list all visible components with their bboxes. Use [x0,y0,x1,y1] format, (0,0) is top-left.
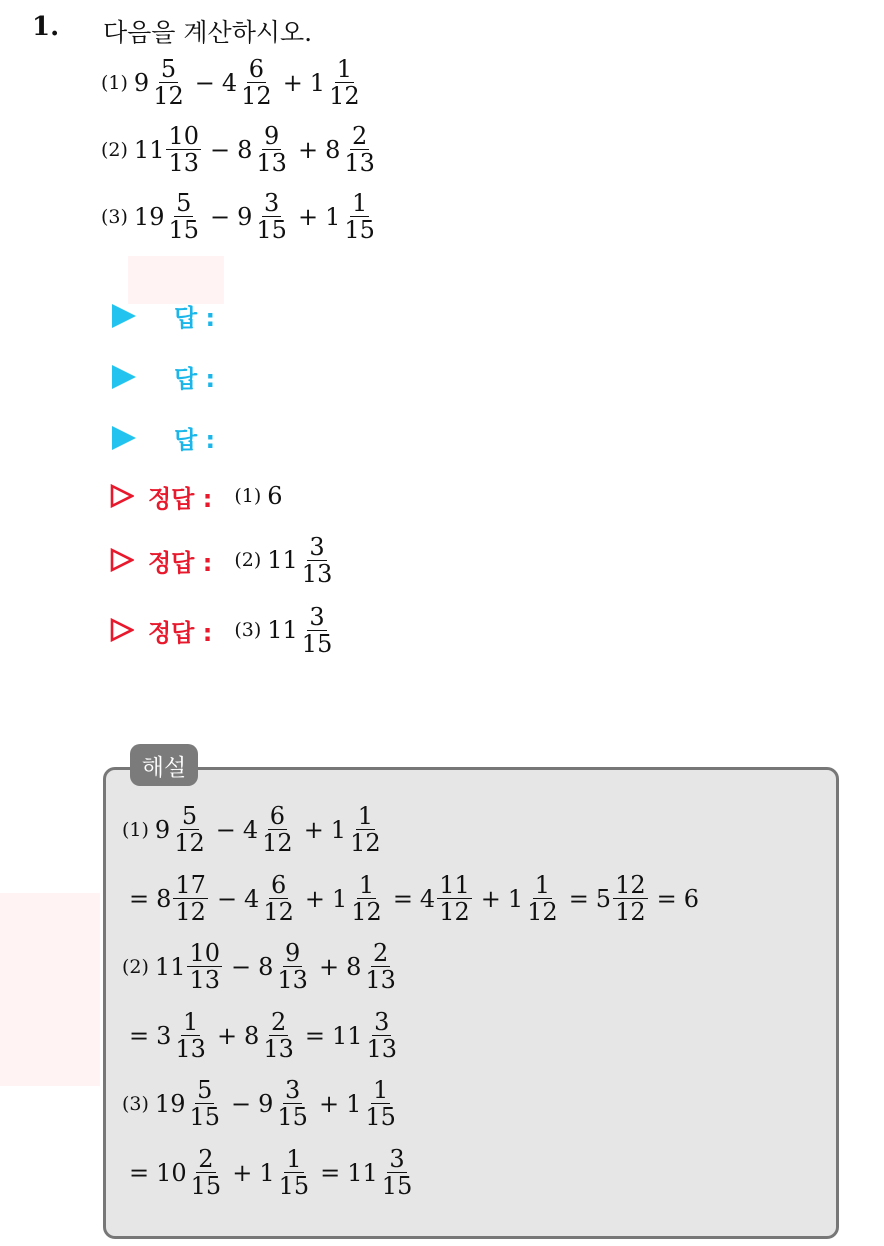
numerator: 1 [358,871,375,899]
numerator: 1 [534,871,551,899]
fraction [349,872,384,925]
answer-pointer-icon [112,365,136,389]
answer-key-pointer-icon [110,484,134,508]
operator: − [210,135,231,164]
numerator: 1 [351,189,368,217]
denominator: 13 [277,966,308,994]
denominator: 13 [344,149,375,177]
whole-number: 11 [347,1158,378,1187]
answer-row-1[interactable] [112,298,215,333]
denominator: 12 [262,829,293,857]
item-label: (1) [122,818,149,841]
numerator: 11 [439,871,470,899]
denominator: 15 [344,216,375,244]
explanation-line-4 [122,1009,401,1062]
fraction [275,1077,310,1130]
denominator: 15 [278,1172,310,1200]
fraction [363,940,398,993]
fraction [261,872,296,925]
explanation-tab: 해설 [130,744,198,786]
whole-number: 4 [419,884,436,913]
numerator: 6 [269,802,286,830]
denominator: 13 [301,559,333,588]
fraction [187,940,222,993]
item-label: (1) [101,71,128,94]
numerator: 5 [197,1076,213,1104]
operator: = [129,884,150,913]
whole-number: 1 [507,884,524,913]
operator: + [232,1158,253,1187]
numerator: 5 [160,55,177,83]
denominator: 13 [365,966,396,994]
denominator: 13 [256,149,287,177]
numerator: 1 [372,1076,389,1104]
operator: + [216,1021,238,1050]
fraction [260,803,295,856]
whole-number: 11 [267,546,298,574]
item-label: (2) [101,138,128,161]
whole-number: 1 [259,1158,275,1187]
denominator: 12 [263,898,294,926]
whole-number: 19 [154,1089,186,1118]
operator: = [656,884,677,913]
fraction [363,1077,398,1130]
fraction [189,1146,224,1199]
whole-number: 4 [221,68,238,97]
fraction [173,1009,208,1062]
numerator: 3 [285,1076,301,1104]
numerator: 3 [389,1145,405,1173]
answer-pointer-icon [112,304,136,328]
whole-number: 10 [156,1158,187,1187]
fraction [380,1146,415,1199]
fraction [437,872,472,925]
whole-number: 1 [309,68,326,97]
numerator: 1 [183,1008,199,1036]
whole-number: 1 [346,1089,362,1118]
numerator: 17 [175,871,206,899]
answer-label: 답 : [174,426,216,454]
whole-number: 8 [156,884,172,913]
numerator: 9 [264,122,280,150]
whole-number: 6 [267,482,283,510]
numerator: 3 [309,532,325,561]
denominator: 12 [175,898,206,926]
operator: = [392,884,413,913]
operator: + [303,815,324,844]
fraction [613,872,648,925]
explanation-line-1 [122,803,385,856]
operator: − [231,1089,252,1118]
question-number: 1. [32,12,60,42]
operator: + [297,135,319,164]
item-label: (1) [234,485,262,507]
numerator: 2 [270,1008,287,1036]
numerator: 1 [357,802,373,830]
numerator: 6 [248,55,265,83]
numerator: 3 [309,602,325,631]
problem-2 [101,123,379,176]
denominator: 13 [263,1035,294,1063]
whole-number: 8 [244,1021,260,1050]
whole-number: 9 [154,815,171,844]
operator: = [129,1021,150,1050]
explanation-line-3 [122,940,400,993]
numerator: 6 [270,871,287,899]
whole-number: 1 [325,202,341,231]
denominator: 12 [350,829,381,857]
explanation-line-2 [122,872,699,925]
fraction [172,803,207,856]
denominator: 15 [256,216,287,244]
denominator: 15 [301,629,333,658]
whole-number: 9 [258,1089,274,1118]
numerator: 2 [372,939,389,967]
fraction [327,56,362,109]
answer-key-pointer-icon [110,548,134,572]
numerator: 2 [351,122,368,150]
fraction [525,872,560,925]
whole-number: 11 [133,135,165,164]
denominator: 13 [175,1035,206,1063]
answer-key-row-1 [110,478,283,514]
whole-number: 11 [331,1021,363,1050]
operator: − [194,68,215,97]
whole-number: 11 [154,952,186,981]
answer-key-row-2 [110,530,336,590]
numerator: 3 [374,1008,390,1036]
answer-row-3[interactable] [112,420,215,455]
numerator: 12 [615,871,646,899]
item-label: (3) [234,619,262,641]
denominator: 12 [615,898,646,926]
answer-label: 답 : [174,304,216,332]
fraction [166,123,201,176]
fraction [151,56,186,109]
numerator: 3 [264,189,280,217]
answer-row-2[interactable] [112,359,215,394]
fraction [166,190,201,243]
numerator: 9 [285,939,301,967]
item-label: (2) [122,955,149,978]
fraction [277,1146,312,1199]
whole-number: 8 [325,135,341,164]
denominator: 12 [174,829,205,857]
answer-pointer-icon [112,426,136,450]
fraction [342,123,377,176]
fraction [261,1009,296,1062]
operator: = [568,884,589,913]
problem-1 [101,56,364,109]
problem-3 [101,190,379,243]
whole-number: 3 [156,1021,172,1050]
whole-number: 8 [346,952,362,981]
whole-number: 1 [330,815,347,844]
operator: + [297,202,319,231]
numerator: 5 [181,802,198,830]
denominator: 15 [381,1172,413,1200]
fraction [365,1009,400,1062]
explanation-line-5 [122,1077,400,1130]
operator: = [304,1021,325,1050]
denominator: 15 [365,1103,396,1131]
whole-number: 5 [595,884,612,913]
denominator: 15 [189,1103,221,1131]
operator: + [480,884,501,913]
whole-number: 8 [237,135,253,164]
denominator: 12 [439,898,470,926]
fraction [300,604,335,657]
whole-number: 19 [133,202,165,231]
denominator: 12 [241,82,272,110]
operator: + [318,952,340,981]
whole-number: 1 [331,884,348,913]
question-prompt: 다음을 계산하시오. [103,18,313,47]
operator: + [318,1089,340,1118]
whole-number: 9 [237,202,253,231]
fraction [239,56,274,109]
numerator: 10 [168,122,200,150]
operator: + [282,68,303,97]
background-mark [128,256,224,304]
fraction [187,1077,222,1130]
fraction [254,123,289,176]
whole-number: 6 [683,884,700,913]
operator: − [215,815,236,844]
fraction [300,534,335,587]
whole-number: 4 [242,815,259,844]
numerator: 10 [189,939,221,967]
denominator: 13 [189,966,221,994]
operator: = [129,1158,150,1187]
whole-number: 11 [267,616,298,644]
answer-key-label: 정답 : [148,548,213,577]
item-label: (2) [234,549,262,571]
denominator: 12 [351,898,382,926]
answer-key-label: 정답 : [148,484,213,513]
answer-key-value-2 [234,534,336,587]
answer-key-pointer-icon [110,618,134,642]
item-label: (3) [101,205,128,228]
denominator: 15 [190,1172,222,1200]
denominator: 15 [277,1103,308,1131]
denominator: 12 [527,898,558,926]
answer-key-label: 정답 : [148,618,213,647]
whole-number: 9 [133,68,150,97]
fraction [348,803,383,856]
operator: − [210,202,231,231]
explanation-line-6 [122,1146,416,1199]
numerator: 5 [176,189,192,217]
denominator: 12 [329,82,360,110]
operator: + [304,884,325,913]
whole-number: 4 [244,884,260,913]
answer-key-value-3 [234,604,336,657]
item-label: (3) [122,1092,149,1115]
fraction [342,190,377,243]
operator: − [231,952,252,981]
denominator: 12 [153,82,184,110]
numerator: 1 [286,1145,302,1173]
answer-key-value-1 [234,482,282,510]
background-mark [0,893,100,1086]
answer-label: 답 : [174,365,216,393]
fraction [254,190,289,243]
operator: = [320,1158,341,1187]
answer-key-row-3 [110,600,336,660]
numerator: 2 [198,1145,214,1173]
fraction [275,940,310,993]
denominator: 13 [168,149,200,177]
fraction [173,872,208,925]
whole-number: 8 [258,952,274,981]
numerator: 1 [336,55,352,83]
denominator: 13 [366,1035,398,1063]
denominator: 15 [168,216,200,244]
operator: − [216,884,238,913]
